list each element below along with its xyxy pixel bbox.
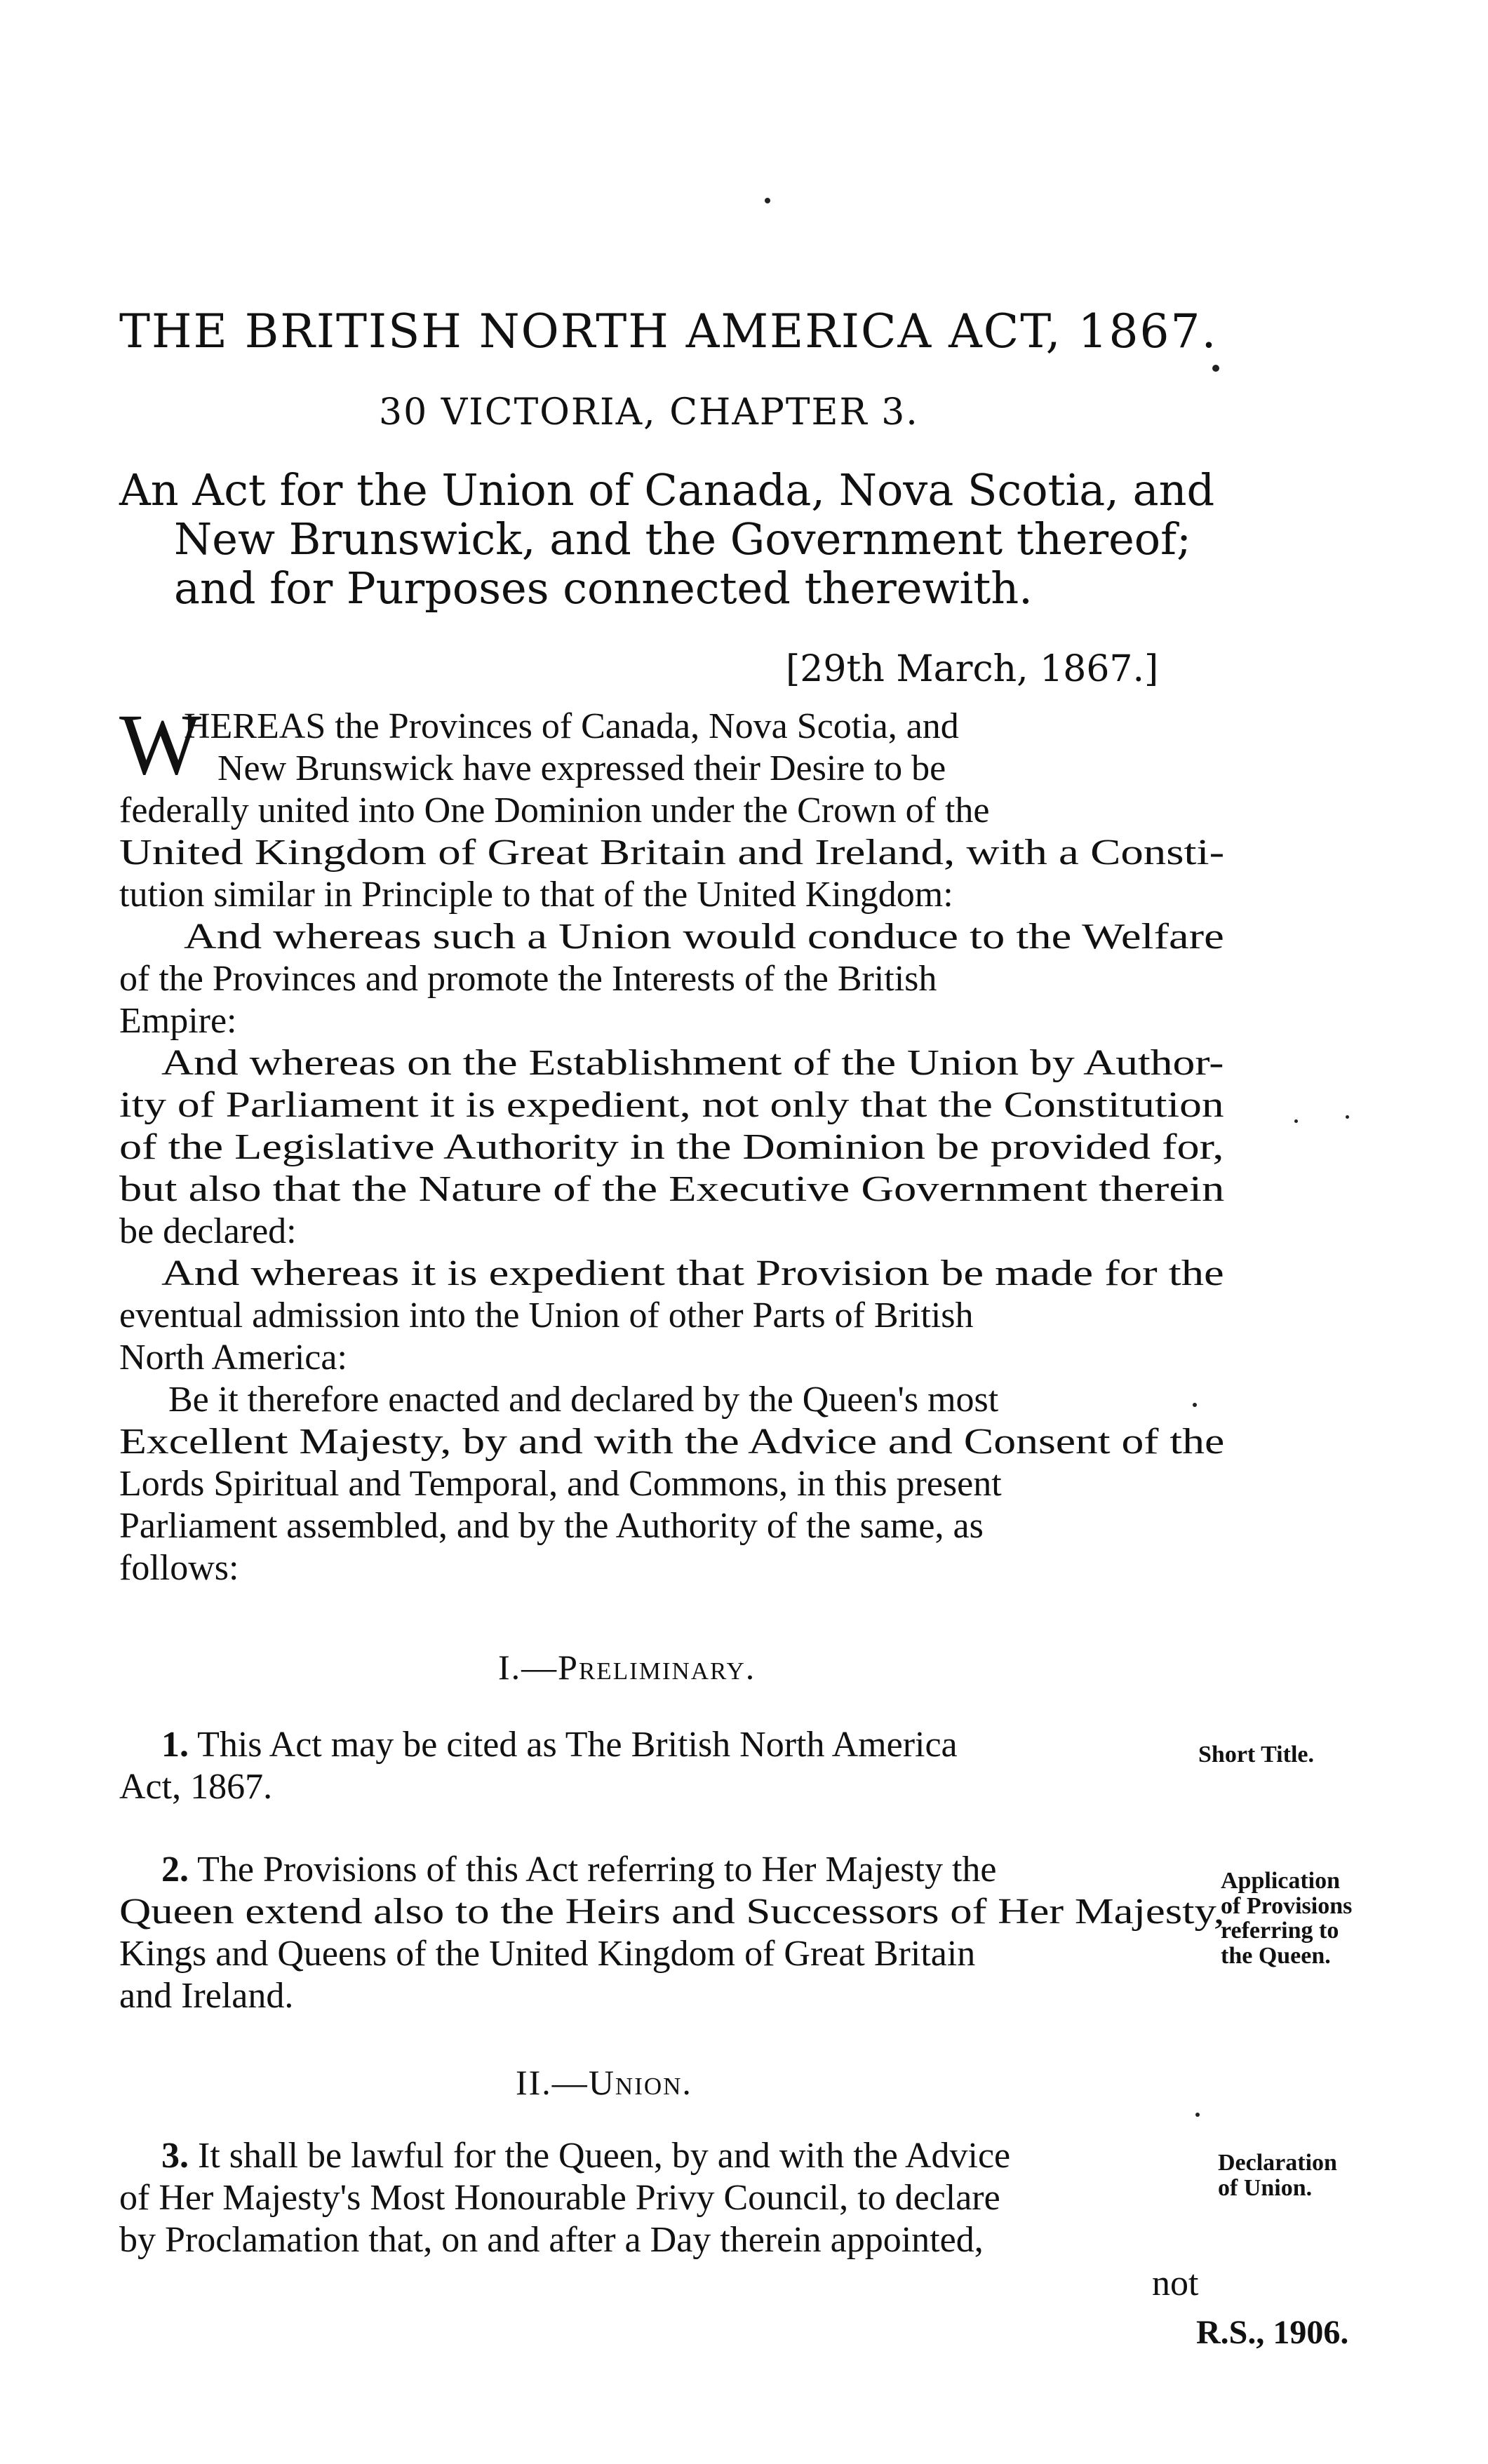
preamble-line-18: Excellent Majesty, by and with the Advice and Consent of the (119, 1422, 1225, 1462)
preamble-line-4: United Kingdom of Great Britain and Ireland, with a Consti- (119, 833, 1225, 873)
section-1-number: 1. (161, 1725, 189, 1765)
assent-date: [29th March, 1867.] (786, 648, 1159, 690)
catchword: not (1152, 2263, 1199, 2303)
part-2-heading: II.—Union. (516, 2063, 692, 2102)
long-title-line-1: An Act for the Union of Canada, Nova Scotia, and (119, 464, 1215, 516)
act-title: THE BRITISH NORTH AMERICA ACT, 1867. (119, 304, 1218, 358)
section-3-number: 3. (161, 2136, 189, 2176)
margin-note-application-line-3: referring to (1221, 1918, 1339, 1944)
preamble-line-19: Lords Spiritual and Temporal, and Commons, in this present (119, 1464, 1002, 1504)
section-2-first-line (161, 1852, 997, 1888)
preamble-line-12: but also that the Nature of the Executive Government therein (119, 1169, 1225, 1209)
margin-note-declaration-line-1: Declaration (1218, 2150, 1337, 2176)
part-1-heading: I.—Preliminary. (498, 1648, 756, 1687)
margin-note-application-line-4: the Queen. (1221, 1943, 1331, 1970)
margin-note-application-line-1: Application (1221, 1868, 1341, 1894)
preamble-line-6: And whereas such a Union would conduce to the Welfare (184, 917, 1224, 957)
section-1-line-2: Act, 1867. (119, 1767, 273, 1807)
section-2-number: 2. (161, 1850, 189, 1890)
section-2-line-2: Queen extend also to the Heirs and Successors of Her Majesty, (119, 1892, 1225, 1932)
scan-speck (1212, 365, 1219, 372)
scan-speck (1193, 1403, 1197, 1407)
preamble-line-20: Parliament assembled, and by the Authority of the same, as (119, 1506, 984, 1546)
margin-note-declaration (1218, 2150, 1337, 2200)
preamble-line-2: New Brunswick have expressed their Desire to be (217, 748, 946, 788)
section-3-line-3: by Proclamation that, on and after a Day therein appointed, (119, 2220, 984, 2260)
section-1-first-line (161, 1727, 958, 1763)
preamble-line-10: ity of Parliament it is expedient, not only that the Constitution (119, 1085, 1224, 1125)
preamble-line-9: And whereas on the Establishment of the Union by Author- (161, 1043, 1224, 1083)
preamble-dropcap: W (119, 696, 202, 793)
preamble-line-8: Empire: (119, 1001, 237, 1041)
margin-note-application (1221, 1869, 1352, 1969)
long-title-line-2: New Brunswick, and the Government thereof; (174, 513, 1191, 565)
preamble-line-14: And whereas it is expedient that Provision be made for the (161, 1253, 1224, 1293)
footer-reference: R.S., 1906. (1196, 2314, 1349, 2351)
preamble-line-16: North America: (119, 1338, 347, 1378)
margin-note-declaration-line-2: of Union. (1218, 2174, 1313, 2201)
scan-speck (1195, 2113, 1200, 2117)
preamble-line-17: Be it therefore enacted and declared by the Queen's most (168, 1380, 999, 1420)
long-title-line-3: and for Purposes connected therewith. (174, 563, 1033, 614)
section-2-line-3: Kings and Queens of the United Kingdom of Great Britain (119, 1934, 976, 1974)
scan-speck (1294, 1119, 1298, 1123)
preamble-line-5: tution similar in Principle to that of the United Kingdom: (119, 875, 953, 915)
margin-note-short-title: Short Title. (1198, 1742, 1314, 1768)
preamble-line-15: eventual admission into the Union of other Parts of British (119, 1295, 974, 1335)
preamble-line-21: follows: (119, 1548, 239, 1588)
section-3-line-1: It shall be lawful for the Queen, by and with the Advice (198, 2136, 1011, 2176)
preamble-line-7: of the Provinces and promote the Interests of the British (119, 959, 937, 999)
preamble-line-1: HEREAS the Provinces of Canada, Nova Scotia, and (184, 706, 959, 746)
section-2-line-1: The Provisions of this Act referring to Her Majesty the (197, 1850, 997, 1890)
margin-note-application-line-2: of Provisions (1221, 1892, 1353, 1919)
scan-speck (1346, 1115, 1349, 1119)
section-3-first-line (161, 2138, 1010, 2174)
section-2-line-4: and Ireland. (119, 1976, 294, 2016)
chapter-heading: 30 VICTORIA, CHAPTER 3. (379, 391, 919, 433)
preamble-line-11: of the Legislative Authority in the Dominion be provided for, (119, 1127, 1224, 1167)
section-3-line-2: of Her Majesty's Most Honourable Privy Council, to declare (119, 2178, 1000, 2218)
scan-speck (765, 198, 770, 203)
preamble-line-3: federally united into One Dominion under the Crown of the (119, 790, 990, 830)
preamble-line-13: be declared: (119, 1211, 297, 1251)
section-1-line-1: This Act may be cited as The British North America (197, 1725, 958, 1765)
